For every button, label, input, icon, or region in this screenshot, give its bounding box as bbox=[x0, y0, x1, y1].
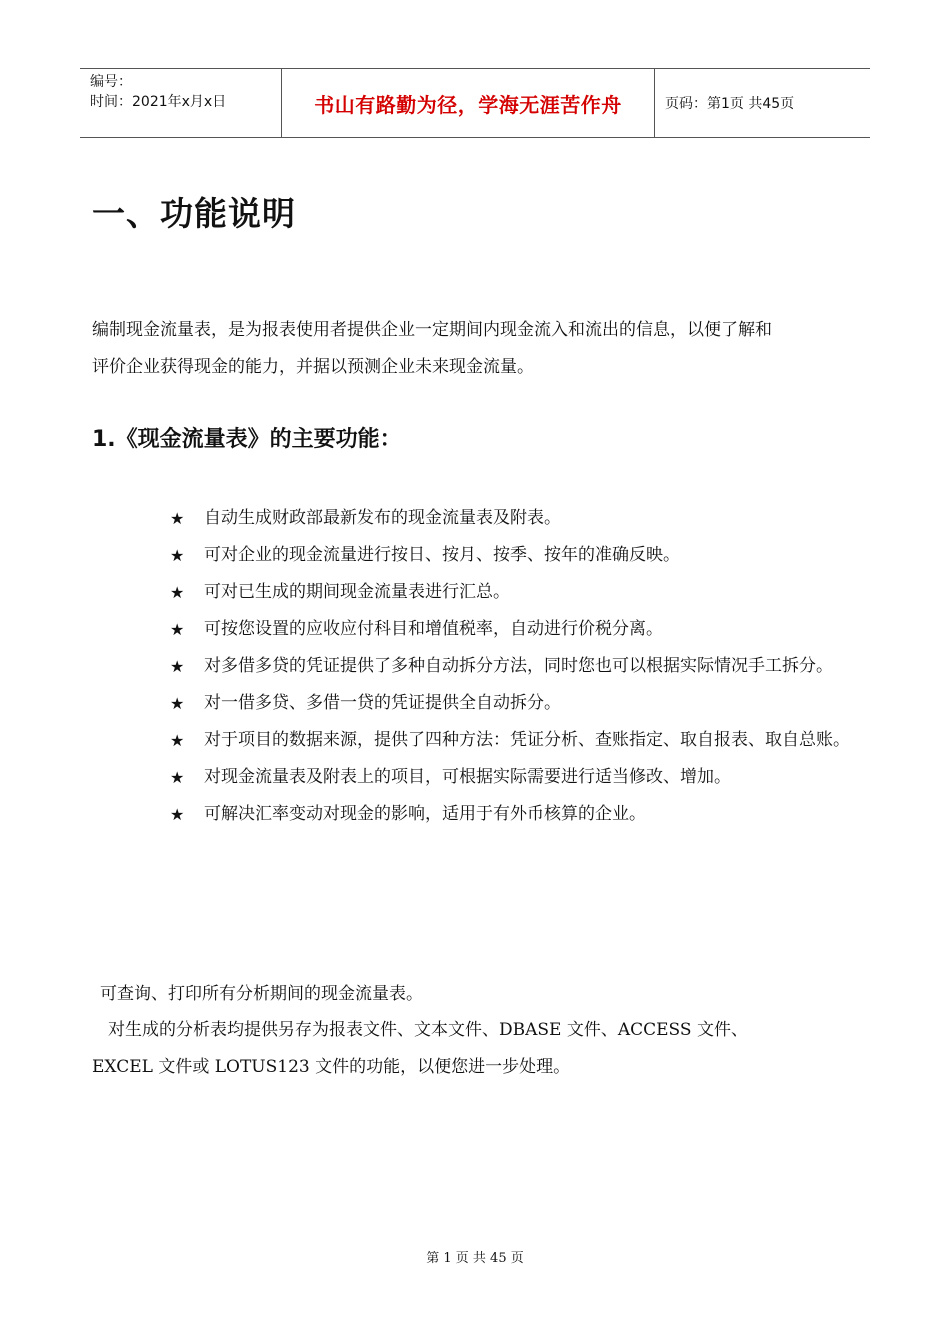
list-item bbox=[170, 685, 870, 722]
list-item bbox=[170, 537, 870, 574]
star-bullet-icon: ★ bbox=[170, 805, 185, 824]
star-bullet-icon: ★ bbox=[170, 768, 185, 787]
header-page-cell bbox=[655, 69, 870, 137]
feature-text: 可对已生成的期间现金流量表进行汇总。 bbox=[204, 582, 510, 602]
export-paragraph-line-1: 对生成的分析表均提供另存为报表文件、文本文件、DBASE 文件、ACCESS 文件、 bbox=[108, 1020, 748, 1040]
feature-text: 对现金流量表及附表上的项目，可根据实际需要进行适当修改、增加。 bbox=[204, 767, 731, 787]
feature-text: 对多借多贷的凭证提供了多种自动拆分方法，同时您也可以根据实际情况手工拆分。 bbox=[204, 656, 833, 676]
document-header bbox=[80, 68, 870, 138]
header-motto-cell bbox=[282, 69, 655, 137]
section-title: 一、功能说明 bbox=[92, 194, 296, 233]
header-page-label: 页码：第1页 共45页 bbox=[665, 96, 795, 112]
feature-text: 对一借多贷、多借一贷的凭证提供全自动拆分。 bbox=[204, 693, 561, 713]
star-bullet-icon: ★ bbox=[170, 509, 185, 528]
list-item bbox=[170, 796, 870, 833]
intro-line-1: 编制现金流量表，是为报表使用者提供企业一定期间内现金流入和流出的信息，以便了解和 bbox=[92, 320, 772, 340]
star-bullet-icon: ★ bbox=[170, 694, 185, 713]
document-time-label: 时间：2021年x月x日 bbox=[90, 94, 227, 110]
star-bullet-icon: ★ bbox=[170, 546, 185, 565]
star-bullet-icon: ★ bbox=[170, 620, 185, 639]
list-item bbox=[170, 759, 870, 796]
query-paragraph: 可查询、打印所有分析期间的现金流量表。 bbox=[100, 984, 423, 1004]
list-item bbox=[170, 611, 870, 648]
feature-list bbox=[170, 500, 870, 833]
list-item bbox=[170, 574, 870, 611]
footer-page-number: 第 1 页 共 45 页 bbox=[426, 1251, 524, 1266]
star-bullet-icon: ★ bbox=[170, 583, 185, 602]
feature-text: 自动生成财政部最新发布的现金流量表及附表。 bbox=[204, 508, 561, 528]
document-number-label: 编号： bbox=[90, 74, 132, 90]
export-paragraph-line-2: EXCEL 文件或 LOTUS123 文件的功能，以便您进一步处理。 bbox=[92, 1057, 571, 1077]
feature-text: 可对企业的现金流量进行按日、按月、按季、按年的准确反映。 bbox=[204, 545, 680, 565]
feature-text: 可解决汇率变动对现金的影响，适用于有外币核算的企业。 bbox=[204, 804, 646, 824]
list-item bbox=[170, 722, 870, 759]
star-bullet-icon: ★ bbox=[170, 731, 185, 750]
feature-text: 可按您设置的应收应付科目和增值税率，自动进行价税分离。 bbox=[204, 619, 663, 639]
page-footer bbox=[0, 1247, 950, 1266]
list-item bbox=[170, 500, 870, 537]
feature-text: 对于项目的数据来源，提供了四种方法：凭证分析、查账指定、取自报表、取自总账。 bbox=[204, 730, 850, 750]
intro-line-2: 评价企业获得现金的能力，并据以预测企业未来现金流量。 bbox=[92, 357, 534, 377]
subsection-title: 1.《现金流量表》的主要功能： bbox=[92, 427, 402, 452]
star-bullet-icon: ★ bbox=[170, 657, 185, 676]
header-motto: 书山有路勤为径，学海无涯苦作舟 bbox=[314, 92, 622, 117]
list-item bbox=[170, 648, 870, 685]
header-meta-cell bbox=[80, 69, 282, 137]
